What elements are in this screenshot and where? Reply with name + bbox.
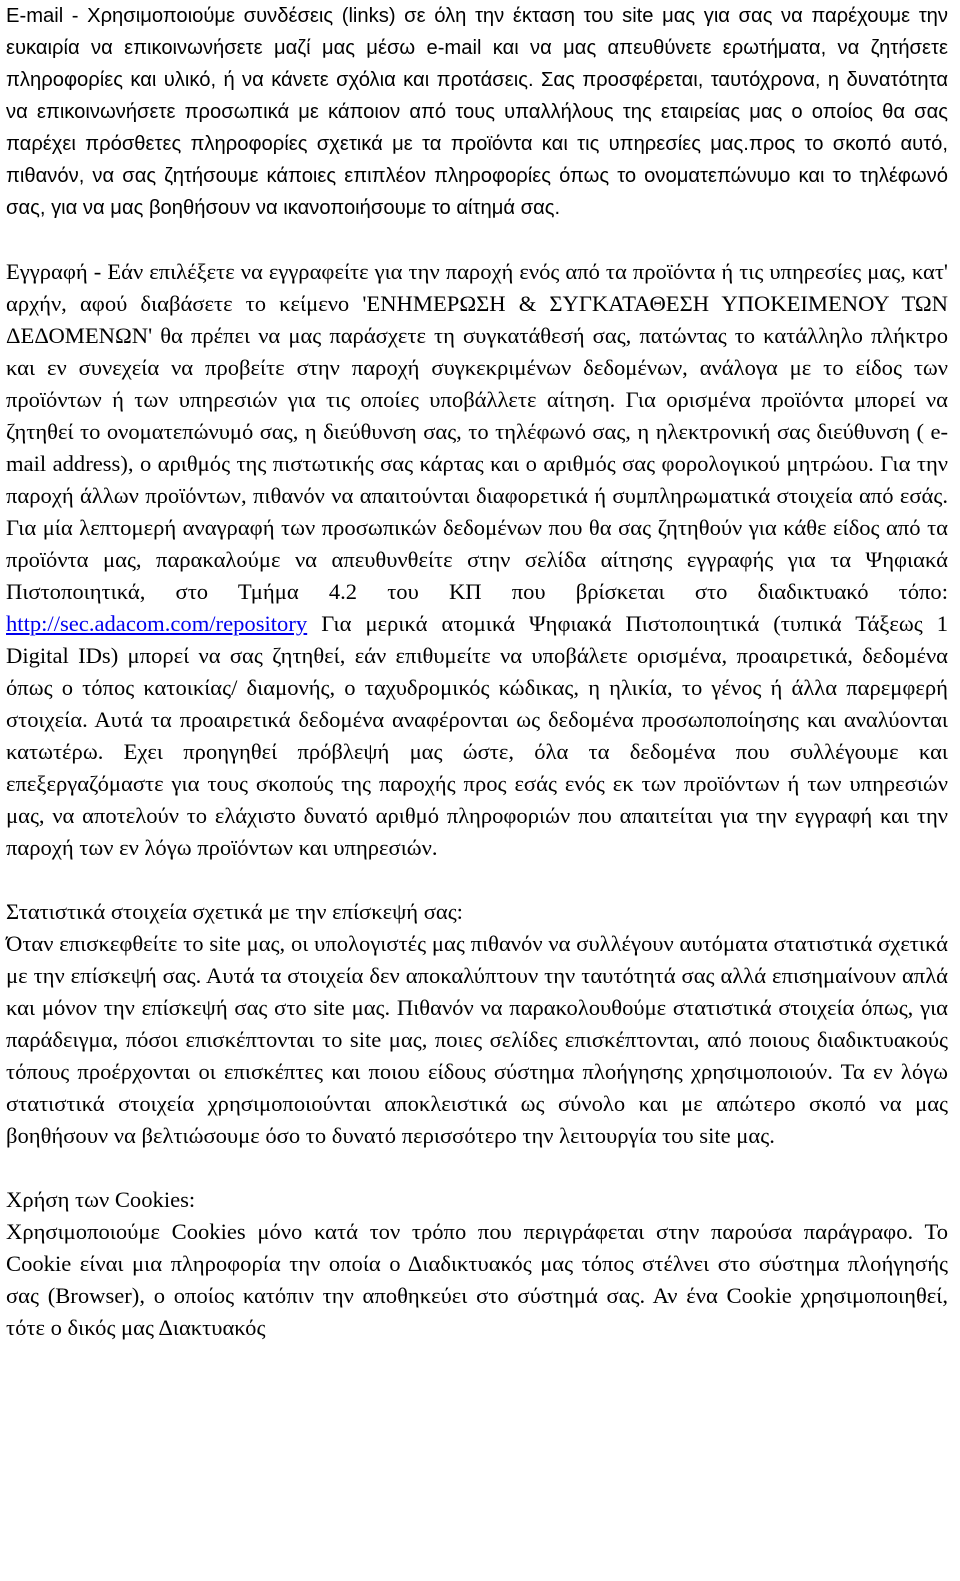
statistics-heading bbox=[6, 896, 948, 928]
paragraph-gap bbox=[6, 864, 948, 896]
paragraph-gap bbox=[6, 1152, 948, 1184]
paragraph-gap bbox=[6, 224, 948, 256]
email-paragraph-text: E-mail - Χρησιμοποιούμε συνδέσεις (links) σε όλη την έκταση του site μας για σας να παρέχουμε την ευκαιρία να επικοινωνήσετε μαζί μας μέσω e-mail και να μας απευθύνετε ερωτήματα, να ζητήσετε πληροφορίες και υλικό, ή να κάνετε σχόλια και προτάσεις. Σας προσφέρεται, ταυτόχρονα, η δυνατότητα να επικοινωνήσετε προσωπικά με κάποιον από τους υπαλλήλους της εταιρείας μας ο οποίος θα σας παρέχει πρόσθετες πληροφορίες σχετικά με τα προϊόντα και τις υπηρεσίες μας.προς το σκοπό αυτό, πιθανόν, να σας ζητήσουμε κάποιες επιπλέον πληροφορίες όπως το ονοματεπώνυμο και το τηλέφωνό σας, για να μας βοηθήσουν να ικανοποιήσουμε το αίτημά σας. bbox=[6, 5, 948, 219]
cookies-paragraph bbox=[6, 1216, 948, 1344]
cookies-paragraph-text: Χρησιμοποιούμε Cookies μόνο κατά τον τρόπο που περιγράφεται στην παρούσα παράγραφο. Το Cookie είναι μια πληροφορία την οποία ο Διαδικτυακός μας τόπος στέλνει στο σύστημα πλοήγησής σας (Browser), ο οποίος κατόπιν την αποθηκεύει στο σύστημά σας. Αν ένα Cookie χρησιμοποιηθεί, τότε ο δικός μας Διακτυακός bbox=[6, 1219, 948, 1340]
registration-paragraph-text-continued: Για μερικά ατομικά Ψηφιακά Πιστοποιητικά (τυπικά Τάξεως 1 Digital IDs) μπορεί να σας ζητηθεί, εάν επιθυμείτε να υποβάλετε ορισμένα, προαιρετικά, δεδομένα όπως ο τόπος κατοικίας/ διαμονής, ο ταχυδρομικός κώδικας, η ηλικία, το γένος ή άλλα παρεμφερή στοιχεία. Αυτά τα προαιρετικά δεδομένα αναφέρονται ως δεδομένα προσωποποίησης και αναλύονται κατωτέρω. Εχει προηγηθεί πρόβλεψή μας ώστε, όλα τα δεδομένα που συλλέγουμε και επεξεργαζόμαστε για τους σκοπούς της παροχής προς εσάς ενός εκ των προϊόντων ή των υπηρεσιών μας, να αποτελούν το ελάχιστο δυνατό αριθμό πληροφοριών που απαιτείται για την εγγραφή και την παροχή των εν λόγω προϊόντων και υπηρεσιών. bbox=[6, 611, 948, 860]
document-page bbox=[6, 0, 948, 1344]
email-paragraph bbox=[6, 0, 948, 224]
repository-link[interactable]: http://sec.adacom.com/repository bbox=[6, 611, 308, 636]
statistics-heading-text: Στατιστικά στοιχεία σχετικά με την επίσκεψή σας: bbox=[6, 899, 463, 924]
statistics-paragraph-text: Όταν επισκεφθείτε το site μας, οι υπολογιστές μας πιθανόν να συλλέγουν αυτόματα στατιστικά σχετικά με την επίσκεψή σας. Αυτά τα στοιχεία δεν αποκαλύπτουν την ταυτότητά σας αλλά επισημαίνουν απλά και μόνον την επίσκεψή σας στο site μας. Πιθανόν να παρακολουθούμε στατιστικά στοιχεία όπως, για παράδειγμα, πόσοι επισκέπτονται το site μας, ποιες σελίδες επισκέπτονται, από ποιους διαδικτυακούς τόπους προέρχονται οι επισκέπτες και ποιου είδους σύστημα πλοήγησης χρησιμοποιούν. Τα εν λόγω στατιστικά στοιχεία χρησιμοποιούνται αποκλειστικά ως σύνολο και με απώτερο σκοπό να μας βοηθήσουν να βελτιώσουμε όσο το δυνατό περισσότερο την λειτουργία του site μας. bbox=[6, 931, 948, 1148]
cookies-heading bbox=[6, 1184, 948, 1216]
registration-paragraph-text: Εγγραφή - Εάν επιλέξετε να εγγραφείτε για την παροχή ενός από τα προϊόντα ή τις υπηρεσίες μας, κατ' αρχήν, αφού διαβάσετε το κείμενο 'ΕΝΗΜΕΡΩΣΗ & ΣΥΓΚΑΤΑΘΕΣΗ ΥΠΟΚΕΙΜΕΝΟΥ ΤΩΝ ΔΕΔΟΜΕΝΩΝ' θα πρέπει να μας παράσχετε τη συγκατάθεσή σας, πατώντας το κατάλληλο πλήκτρο και εν συνεχεία να προβείτε στην παροχή συγκεκριμένων δεδομένων, ανάλογα με το είδος των προϊόντων ή των υπηρεσιών για τις οποίες υποβάλλετε αίτηση. Για ορισμένα προϊόντα μπορεί να ζητηθεί το ονοματεπώνυμό σας, η διεύθυνση σας, το τηλέφωνό σας, η ηλεκτρονική σας διεύθυνση ( e-mail address), ο αριθμός της πιστωτικής σας κάρτας και ο αριθμός σας φορολογικού μητρώου. Για την παροχή άλλων προϊόντων, πιθανόν να απαιτούνται διαφορετικά ή συμπληρωματικά στοιχεία από εσάς. Για μία λεπτομερή αναγραφή των προσωπικών δεδομένων που θα σας ζητηθούν για κάθε είδος από τα προϊόντα μας, παρακαλούμε να απευθυνθείτε στην σελίδα αίτησης εγγραφής για τα Ψηφιακά Πιστοποιητικά, στο Τμήμα 4.2 του ΚΠ που βρίσκεται στο διαδικτυακό τόπο: bbox=[6, 259, 948, 604]
registration-paragraph bbox=[6, 256, 948, 864]
statistics-paragraph bbox=[6, 928, 948, 1152]
cookies-heading-text: Χρήση των Cookies: bbox=[6, 1187, 196, 1212]
